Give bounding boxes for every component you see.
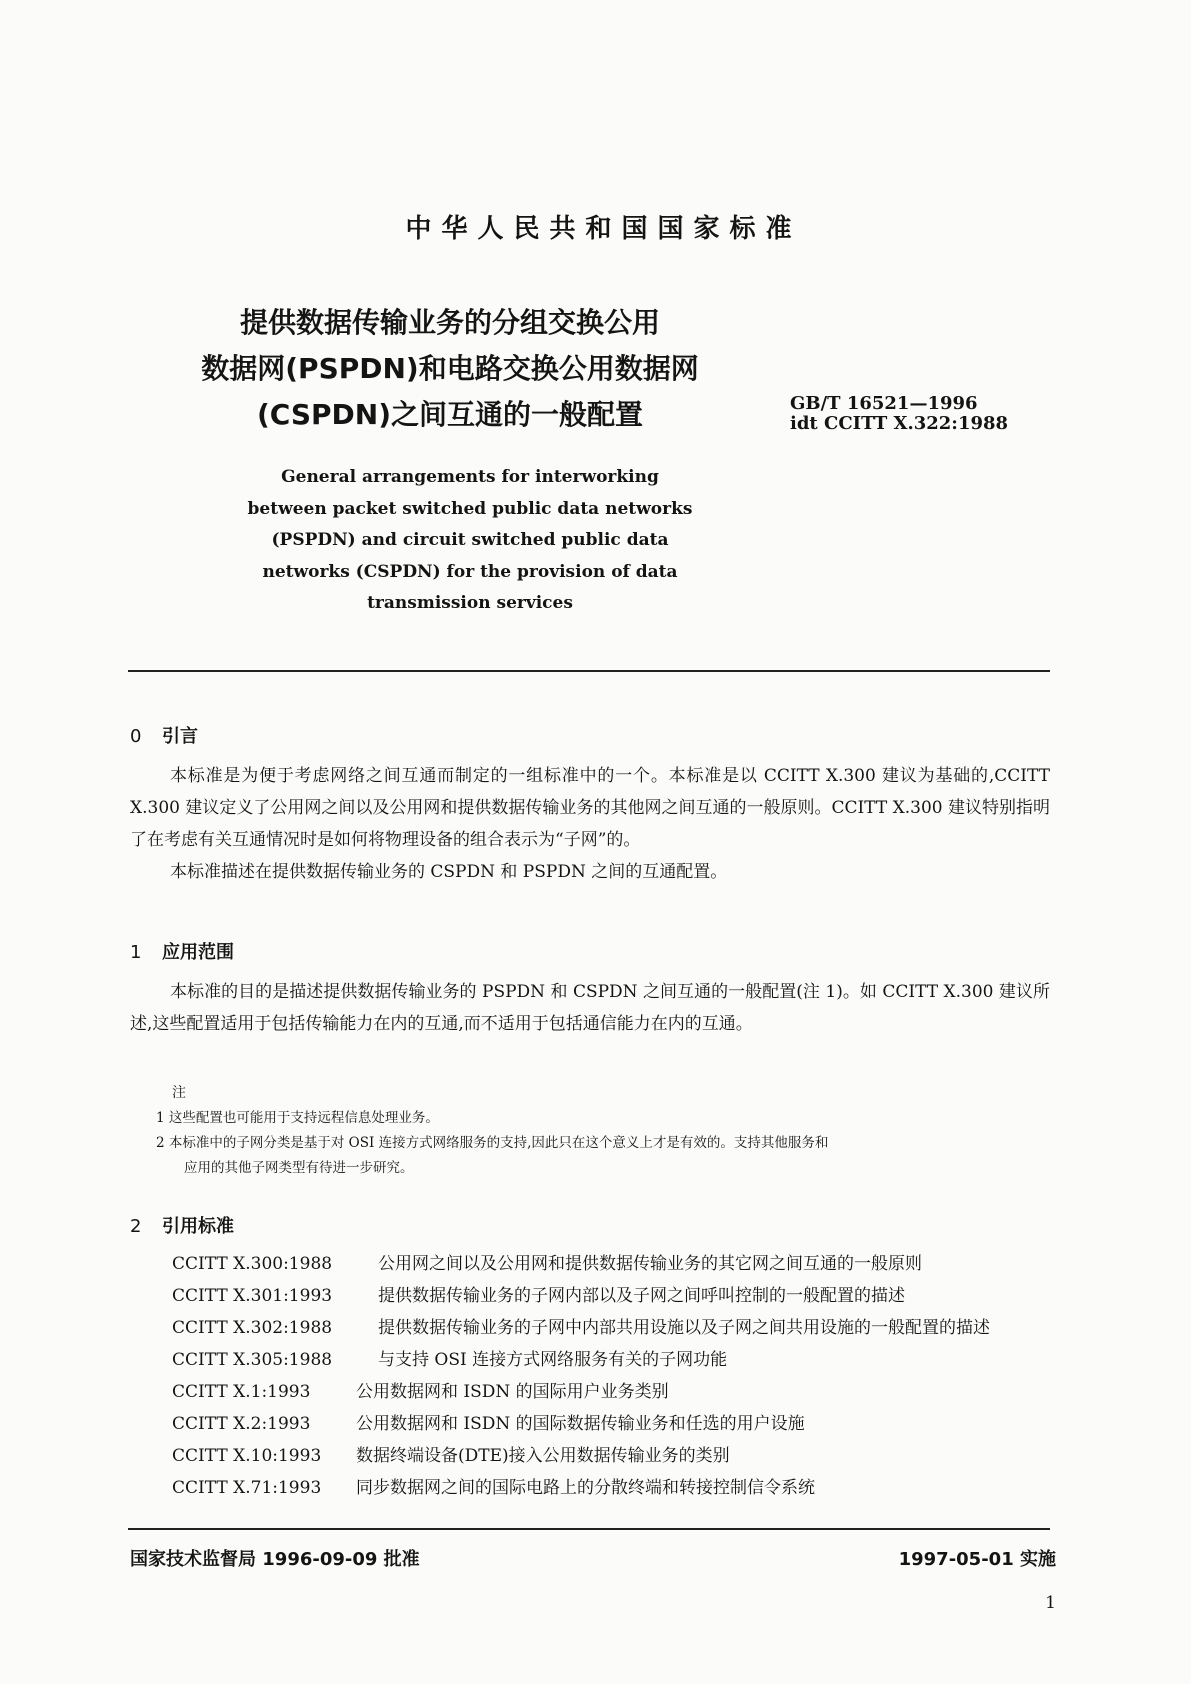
page-number: 1 bbox=[1045, 1593, 1056, 1613]
note-item: 2 本标准中的子网分类是基于对 OSI 连接方式网络服务的支持,因此只在这个意义上才是有效的。支持其他服务和 bbox=[156, 1135, 829, 1151]
divider-bottom bbox=[128, 1528, 1050, 1530]
reference-item bbox=[172, 1376, 1062, 1408]
reference-code: CCITT X.305:1988 bbox=[172, 1350, 333, 1370]
reference-desc: 公用网之间以及公用网和提供数据传输业务的其它网之间互通的一般原则 bbox=[378, 1254, 922, 1274]
reference-desc: 提供数据传输业务的子网内部以及子网之间呼叫控制的一般配置的描述 bbox=[378, 1286, 905, 1306]
reference-desc: 公用数据网和 ISDN 的国际用户业务类别 bbox=[356, 1382, 669, 1402]
section-title: 引用标准 bbox=[162, 1216, 234, 1237]
reference-item bbox=[172, 1312, 1062, 1344]
title-en-line-1: General arrangements for interworking bbox=[281, 467, 659, 487]
reference-code: CCITT X.1:1993 bbox=[172, 1382, 311, 1402]
reference-code: CCITT X.300:1988 bbox=[172, 1254, 333, 1274]
reference-desc: 同步数据网之间的国际电路上的分散终端和转接控制信令系统 bbox=[356, 1478, 815, 1498]
section-2-heading bbox=[130, 1212, 234, 1238]
standard-code-block bbox=[790, 394, 1008, 434]
reference-desc: 公用数据网和 ISDN 的国际数据传输业务和任选的用户设施 bbox=[356, 1414, 805, 1434]
reference-desc: 数据终端设备(DTE)接入公用数据传输业务的类别 bbox=[356, 1446, 730, 1466]
national-standard-title: 中华人民共和国国家标准 bbox=[405, 214, 802, 244]
title-en-line-5: transmission services bbox=[367, 593, 573, 613]
section-title: 应用范围 bbox=[162, 942, 234, 963]
reference-code: CCITT X.302:1988 bbox=[172, 1318, 333, 1338]
reference-item bbox=[172, 1280, 1062, 1312]
note-label: 注 bbox=[172, 1085, 186, 1101]
approval-line: 国家技术监督局 1996-09-09 批准 bbox=[130, 1549, 420, 1570]
section-0-body bbox=[130, 760, 1050, 888]
title-en-line-2: between packet switched public data networks bbox=[247, 498, 693, 519]
reference-code: CCITT X.71:1993 bbox=[172, 1478, 322, 1498]
reference-item bbox=[172, 1440, 1062, 1472]
section-number: 0 bbox=[130, 726, 142, 747]
reference-code: CCITT X.301:1993 bbox=[172, 1286, 333, 1306]
section-0-heading bbox=[130, 722, 198, 748]
reference-desc: 与支持 OSI 连接方式网络服务有关的子网功能 bbox=[378, 1350, 728, 1370]
paragraph: 本标准的目的是描述提供数据传输业务的 PSPDN 和 CSPDN 之间互通的一般配置(注 1)。如 CCITT X.300 建议所述,这些配置适用于包括传输能力在内的互通,而不适用于包括通信能力在内的互通。 bbox=[130, 982, 1050, 1034]
section-1-body bbox=[130, 976, 1050, 1040]
title-cn-line-2: 数据网(PSPDN)和电路交换公用数据网 bbox=[201, 352, 699, 385]
note-item-continued: 应用的其他子网类型有待进一步研究。 bbox=[184, 1160, 414, 1176]
reference-list bbox=[172, 1248, 1062, 1504]
reference-item bbox=[172, 1472, 1062, 1504]
standard-code: GB/T 16521—1996 bbox=[790, 393, 978, 414]
reference-code: CCITT X.2:1993 bbox=[172, 1414, 311, 1434]
title-cn-line-1: 提供数据传输业务的分组交换公用 bbox=[239, 306, 660, 339]
title-chinese bbox=[150, 300, 750, 438]
reference-desc: 提供数据传输业务的子网中内部共用设施以及子网之间共用设施的一般配置的描述 bbox=[378, 1318, 990, 1338]
title-en-line-4: networks (CSPDN) for the provision of data bbox=[262, 561, 678, 582]
reference-code: CCITT X.10:1993 bbox=[172, 1446, 322, 1466]
section-number: 2 bbox=[130, 1216, 142, 1237]
standard-idt: idt CCITT X.322:1988 bbox=[790, 413, 1009, 434]
notes bbox=[156, 1106, 1056, 1181]
section-1-heading bbox=[130, 938, 234, 964]
paragraph: 本标准是为便于考虑网络之间互通而制定的一组标准中的一个。本标准是以 CCITT X.300 建议为基础的,CCITT X.300 建议定义了公用网之间以及公用网和提供数据传输业务的其他网之间互通的一般原则。CCITT X.300 建议特别指明了在考虑有关互通情况时是如何将物理设备的组合表示为“子网”的。 bbox=[130, 766, 1050, 850]
section-number: 1 bbox=[130, 942, 142, 963]
effective-line: 1997-05-01 实施 bbox=[898, 1549, 1056, 1570]
title-en-line-3: (PSPDN) and circuit switched public data bbox=[271, 530, 669, 550]
section-title: 引言 bbox=[162, 726, 198, 747]
title-english bbox=[180, 462, 760, 620]
reference-item bbox=[172, 1408, 1062, 1440]
reference-item bbox=[172, 1248, 1062, 1280]
reference-item bbox=[172, 1344, 1062, 1376]
title-cn-line-3: (CSPDN)之间互通的一般配置 bbox=[256, 398, 644, 431]
divider-top bbox=[128, 670, 1050, 672]
note-item: 1 这些配置也可能用于支持远程信息处理业务。 bbox=[156, 1110, 439, 1126]
paragraph: 本标准描述在提供数据传输业务的 CSPDN 和 PSPDN 之间的互通配置。 bbox=[170, 862, 728, 882]
